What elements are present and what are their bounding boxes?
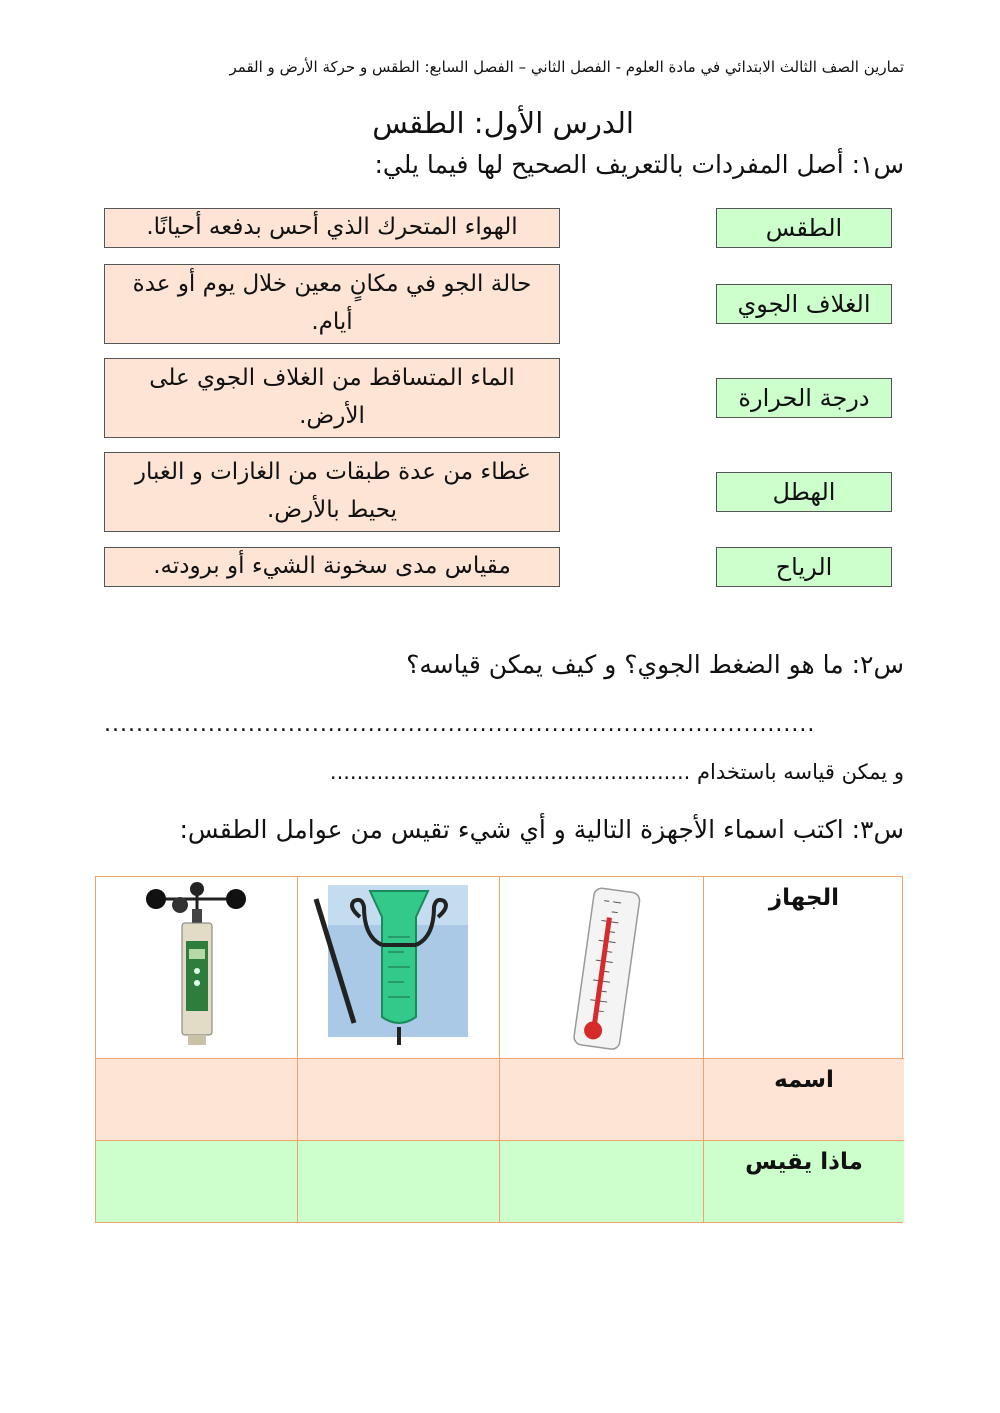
worksheet-header: تمارين الصف الثالث الابتدائي في مادة العلوم - الفصل الثاني – الفصل السابع: الطقس و حركة الأرض و القمر xyxy=(229,58,904,76)
question-1-prompt: س١: أصل المفردات بالتعريف الصحيح لها فيما يلي: xyxy=(374,150,904,179)
rain-gauge-icon xyxy=(298,877,500,1057)
devices-table xyxy=(95,876,903,1223)
name-answer-cell[interactable] xyxy=(298,1059,500,1141)
definition-box[interactable]: حالة الجو في مكانٍ معين خلال يوم أو عدة أيام. xyxy=(104,264,560,344)
term-box[interactable]: الهطل xyxy=(716,472,892,512)
row-label-measures: ماذا يقيس xyxy=(704,1141,904,1222)
thermometer-icon xyxy=(500,877,704,1057)
term-box[interactable]: درجة الحرارة xyxy=(716,378,892,418)
anemometer-icon xyxy=(96,877,298,1057)
device-cell xyxy=(298,877,500,1059)
term-box[interactable]: الرياح xyxy=(716,547,892,587)
question-2-prompt: س٢: ما هو الضغط الجوي؟ و كيف يمكن قياسه؟ xyxy=(406,650,904,679)
measures-answer-cell[interactable] xyxy=(96,1141,298,1222)
measures-answer-cell[interactable] xyxy=(500,1141,704,1222)
question-3-prompt: س٣: اكتب اسماء الأجهزة التالية و أي شيء تقيس من عوامل الطقس: xyxy=(179,815,904,844)
definition-box[interactable]: غطاء من عدة طبقات من الغازات و الغبار يحيط بالأرض. xyxy=(104,452,560,532)
term-box[interactable]: الغلاف الجوي xyxy=(716,284,892,324)
name-answer-cell[interactable] xyxy=(500,1059,704,1141)
device-cell xyxy=(96,877,298,1059)
answer-line[interactable]: ......................................................................................... xyxy=(104,712,816,737)
term-box[interactable]: الطقس xyxy=(716,208,892,248)
device-cell xyxy=(500,877,704,1059)
measures-answer-cell[interactable] xyxy=(298,1141,500,1222)
definition-box[interactable]: الماء المتساقط من الغلاف الجوي على الأرض. xyxy=(104,358,560,438)
row-label-name: اسمه xyxy=(704,1059,904,1141)
definition-box[interactable]: الهواء المتحرك الذي أحس بدفعه أحيانًا. xyxy=(104,208,560,248)
lesson-title: الدرس الأول: الطقس xyxy=(372,106,634,140)
name-answer-cell[interactable] xyxy=(96,1059,298,1141)
measure-answer-line[interactable]: و يمكن قياسه باستخدام ...................................................... xyxy=(329,760,904,784)
row-label-device: الجهاز xyxy=(704,877,904,1059)
definition-box[interactable]: مقياس مدى سخونة الشيء أو برودته. xyxy=(104,547,560,587)
